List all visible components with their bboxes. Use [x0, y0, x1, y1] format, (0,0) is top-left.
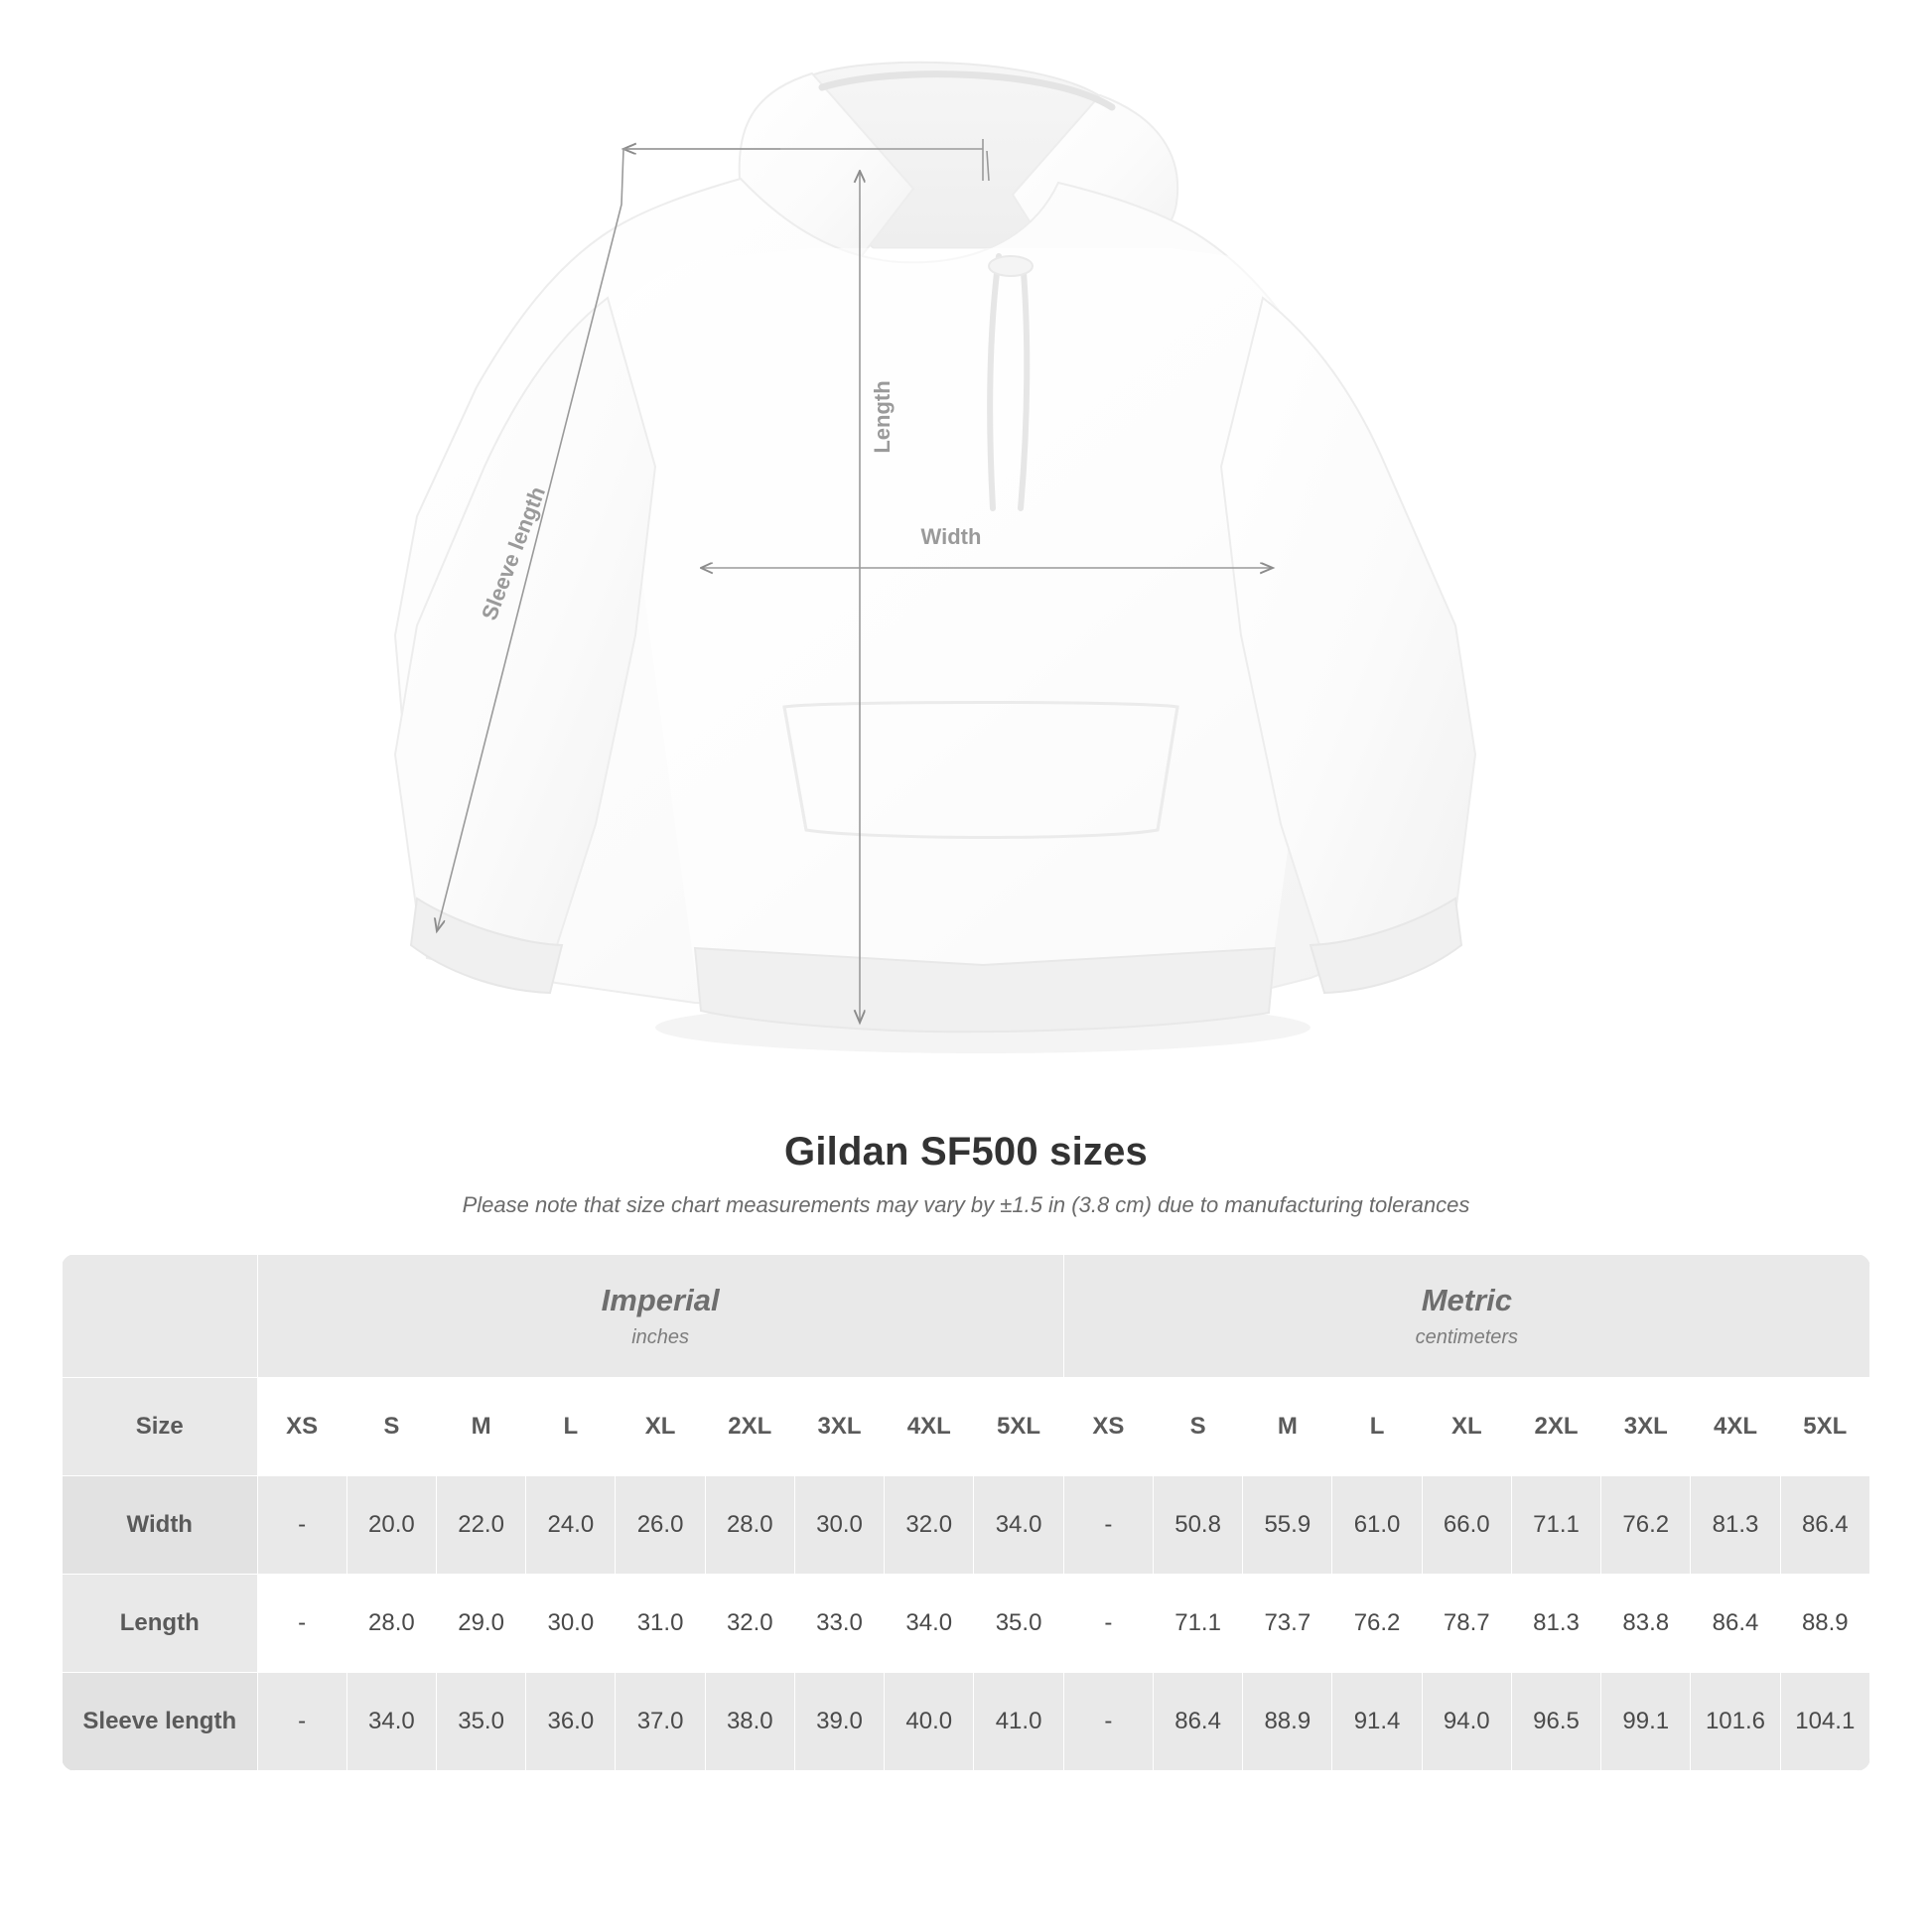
unit-metric-name: Metric — [1421, 1283, 1513, 1317]
cell-width-imperial-4: 26.0 — [616, 1476, 705, 1575]
cell-sleeve-imperial-7: 40.0 — [885, 1673, 974, 1771]
size-header-metric-5: 2XL — [1511, 1378, 1600, 1476]
cell-sleeve-imperial-0: - — [257, 1673, 346, 1771]
size-header-metric-4: XL — [1422, 1378, 1511, 1476]
cell-length-imperial-0: - — [257, 1575, 346, 1673]
cell-length-imperial-4: 31.0 — [616, 1575, 705, 1673]
cell-sleeve-imperial-4: 37.0 — [616, 1673, 705, 1771]
size-header-metric-0: XS — [1063, 1378, 1153, 1476]
size-header-imperial-5: 2XL — [705, 1378, 794, 1476]
cell-sleeve-metric-0: - — [1063, 1673, 1153, 1771]
size-header-metric-6: 3XL — [1601, 1378, 1691, 1476]
unit-imperial — [257, 1255, 1063, 1378]
size-header-imperial-7: 4XL — [885, 1378, 974, 1476]
table-corner — [63, 1255, 258, 1378]
cell-width-metric-2: 55.9 — [1243, 1476, 1332, 1575]
cell-length-imperial-6: 33.0 — [794, 1575, 884, 1673]
cell-length-imperial-3: 30.0 — [526, 1575, 616, 1673]
cell-sleeve-metric-3: 91.4 — [1332, 1673, 1422, 1771]
size-column-label: Size — [63, 1378, 258, 1476]
cell-width-metric-7: 81.3 — [1691, 1476, 1780, 1575]
table-row — [63, 1575, 1870, 1673]
unit-metric — [1063, 1255, 1869, 1378]
cell-width-imperial-1: 20.0 — [346, 1476, 436, 1575]
size-header-imperial-3: L — [526, 1378, 616, 1476]
cell-length-metric-1: 71.1 — [1153, 1575, 1242, 1673]
cell-length-imperial-8: 35.0 — [974, 1575, 1063, 1673]
cell-sleeve-metric-7: 101.6 — [1691, 1673, 1780, 1771]
tolerance-note: Please note that size chart measurements may vary by ±1.5 in (3.8 cm) due to manufacturing tolerances — [462, 1192, 1470, 1217]
cell-sleeve-imperial-1: 34.0 — [346, 1673, 436, 1771]
cell-length-metric-8: 88.9 — [1780, 1575, 1869, 1673]
size-header-metric-3: L — [1332, 1378, 1422, 1476]
size-header-imperial-6: 3XL — [794, 1378, 884, 1476]
cell-sleeve-imperial-6: 39.0 — [794, 1673, 884, 1771]
unit-header-row — [63, 1255, 1870, 1378]
size-header-row — [63, 1378, 1870, 1476]
cell-width-metric-3: 61.0 — [1332, 1476, 1422, 1575]
size-table — [62, 1254, 1870, 1771]
sleeve-length-label: Sleeve length — [476, 483, 551, 624]
cell-width-metric-6: 76.2 — [1601, 1476, 1691, 1575]
size-header-metric-1: S — [1153, 1378, 1242, 1476]
table-row — [63, 1476, 1870, 1575]
cell-width-imperial-2: 22.0 — [436, 1476, 525, 1575]
size-header-imperial-0: XS — [257, 1378, 346, 1476]
row-label-length: Length — [63, 1575, 258, 1673]
cell-width-imperial-5: 28.0 — [705, 1476, 794, 1575]
cell-width-imperial-0: - — [257, 1476, 346, 1575]
cell-length-imperial-2: 29.0 — [436, 1575, 525, 1673]
cell-width-metric-0: - — [1063, 1476, 1153, 1575]
cell-sleeve-imperial-3: 36.0 — [526, 1673, 616, 1771]
page-title: Gildan SF500 sizes — [784, 1130, 1148, 1173]
cell-length-imperial-7: 34.0 — [885, 1575, 974, 1673]
cell-length-metric-2: 73.7 — [1243, 1575, 1332, 1673]
cell-length-metric-0: - — [1063, 1575, 1153, 1673]
size-header-imperial-4: XL — [616, 1378, 705, 1476]
cell-length-imperial-1: 28.0 — [346, 1575, 436, 1673]
cell-sleeve-imperial-2: 35.0 — [436, 1673, 525, 1771]
row-label-width: Width — [63, 1476, 258, 1575]
cell-sleeve-imperial-8: 41.0 — [974, 1673, 1063, 1771]
row-label-sleeve-length: Sleeve length — [63, 1673, 258, 1771]
cell-length-imperial-5: 32.0 — [705, 1575, 794, 1673]
cell-width-imperial-8: 34.0 — [974, 1476, 1063, 1575]
cell-sleeve-imperial-5: 38.0 — [705, 1673, 794, 1771]
size-table-wrapper — [62, 1254, 1870, 1771]
size-header-metric-7: 4XL — [1691, 1378, 1780, 1476]
cell-width-imperial-3: 24.0 — [526, 1476, 616, 1575]
size-header-imperial-8: 5XL — [974, 1378, 1063, 1476]
size-header-metric-8: 5XL — [1780, 1378, 1869, 1476]
size-header-imperial-1: S — [346, 1378, 436, 1476]
cell-sleeve-metric-5: 96.5 — [1511, 1673, 1600, 1771]
size-header-imperial-2: M — [436, 1378, 525, 1476]
cell-length-metric-3: 76.2 — [1332, 1575, 1422, 1673]
unit-imperial-name: Imperial — [601, 1283, 720, 1317]
table-row — [63, 1673, 1870, 1771]
cell-length-metric-5: 81.3 — [1511, 1575, 1600, 1673]
cell-width-imperial-7: 32.0 — [885, 1476, 974, 1575]
length-label: Length — [870, 380, 895, 454]
chart-heading — [0, 1130, 1932, 1218]
unit-metric-sub: centimeters — [1415, 1326, 1519, 1348]
cell-length-metric-4: 78.7 — [1422, 1575, 1511, 1673]
width-label: Width — [920, 524, 982, 549]
cell-sleeve-metric-2: 88.9 — [1243, 1673, 1332, 1771]
cell-width-metric-8: 86.4 — [1780, 1476, 1869, 1575]
unit-imperial-sub: inches — [631, 1326, 690, 1348]
size-header-metric-2: M — [1243, 1378, 1332, 1476]
cell-sleeve-metric-1: 86.4 — [1153, 1673, 1242, 1771]
cell-width-metric-4: 66.0 — [1422, 1476, 1511, 1575]
cell-length-metric-6: 83.8 — [1601, 1575, 1691, 1673]
cell-sleeve-metric-4: 94.0 — [1422, 1673, 1511, 1771]
cell-sleeve-metric-6: 99.1 — [1601, 1673, 1691, 1771]
cell-sleeve-metric-8: 104.1 — [1780, 1673, 1869, 1771]
neck-opening — [989, 256, 1033, 276]
cell-length-metric-7: 86.4 — [1691, 1575, 1780, 1673]
cell-width-metric-1: 50.8 — [1153, 1476, 1242, 1575]
cell-width-metric-5: 71.1 — [1511, 1476, 1600, 1575]
cell-width-imperial-6: 30.0 — [794, 1476, 884, 1575]
